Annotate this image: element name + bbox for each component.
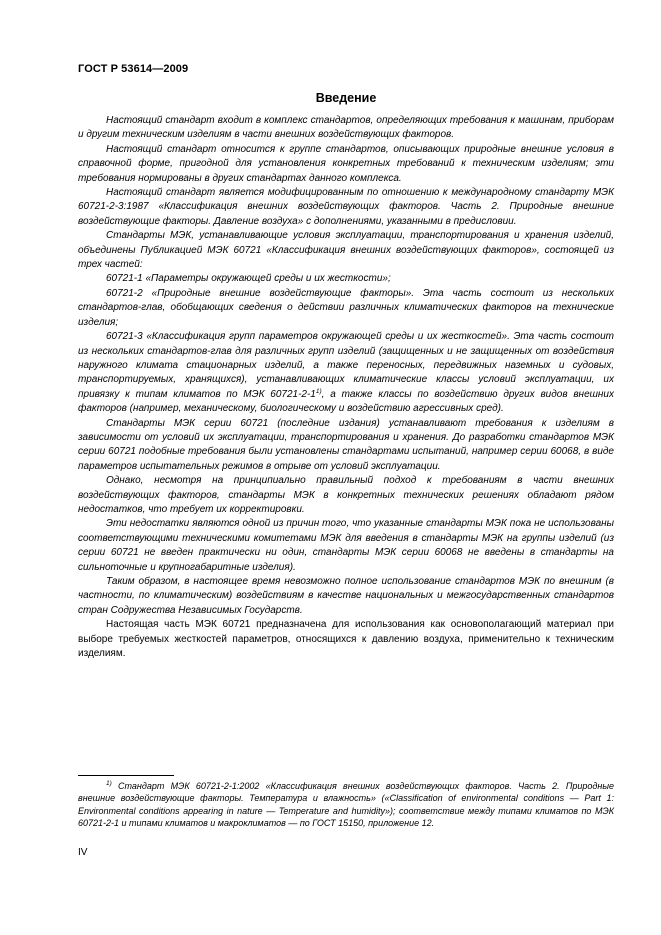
footnote-divider <box>78 775 174 776</box>
section-title: Введение <box>315 91 377 105</box>
paragraph-text: , а также классы по воздействию других видов внешних факторов (например, механическому, биологическому и воздействию агрессивных сред). <box>78 388 614 415</box>
paragraph: Эти недостатки являются одной из причин того, что указанные стандарты МЭК пока не использованы соответствующими техническими комитетами МЭК для введения в стандарты МЭК на группы изделий (из серии 60721 не введен практически ни один, стандарты МЭК серии 60068 не введены в стандарты на сильноточные и крупногабаритные изделия). <box>78 518 614 573</box>
paragraph: Таким образом, в настоящее время невозможно полное использование стандартов МЭК по внешним (в частности, по климатическим) воздействиям в качестве национальных и межгосударственных стандартов стран Содружества Независимых Государств. <box>78 576 614 616</box>
paragraph: 60721-1 «Параметры окружающей среды и их жесткости»; <box>106 273 391 285</box>
paragraph: Настоящая часть МЭК 60721 предназначена для использования как основополагающий материал при выборе требуемых жесткостей параметров, относящихся к давлению воздуха, применительно к техническим изделиям. <box>78 619 614 660</box>
footnote-marker: 1) <box>106 780 112 787</box>
document-header-id: ГОСТ Р 53614—2009 <box>78 63 189 75</box>
section-body <box>78 114 614 661</box>
paragraph: Стандарты МЭК, устанавливающие условия эксплуатации, транспортирования и хранения изделий, объединены Публикацией МЭК 60721 «Классификация внешних воздействующих факторов», состоящей из трех частей: <box>78 230 614 271</box>
paragraph: Настоящий стандарт входит в комплекс стандартов, определяющих требования к машинам, приборам и другим техническим изделиям в части внешних воздействующих факторов. <box>78 115 614 141</box>
footnote-text: Стандарт МЭК 60721-2-1:2002 «Классификация внешних воздействующих факторов. Часть 2. Природные внешние воздействующие факторы. Температура и влажность» («Classification of environmental conditions — Part 1: Environmental conditions appearing in nature — Temperature and humidity»); соответствие между типами климатов по МЭК 60721-2-1 и типами климатов и макроклиматов — по ГОСТ 15150, приложение 12. <box>78 781 614 829</box>
footnote <box>78 780 614 830</box>
paragraph-text: 60721-3 «Классификация групп параметров окружающей среды и их жесткостей». Эта часть состоит из нескольких стандартов-глав для различных групп изделий (защищенных и не защищенных от воздействия наружного климата стационарных изделий, а также переносных, передвижных наземных и судовых, транспортируемых, хранящихся), устанавливающих климатические классы условий эксплуатации, их привязку к типам климатов по МЭК 60721-2-1 <box>78 331 614 400</box>
paragraph: Настоящий стандарт является модифицированным по отношению к международному стандарту МЭК 60721-2-3:1987 «Классификация внешних воздействующих факторов. Часть 2. Природные внешние воздействующие факторы. Давление воздуха» с дополнениями, указанными в предисловии. <box>78 187 614 227</box>
paragraph: Настоящий стандарт относится к группе стандартов, описывающих природные внешние условия в справочной форме, пригодной для установления конкретных требований к техническим изделиям; эти требования нормированы в других стандартах данного комплекса. <box>78 143 614 184</box>
page-number: IV <box>78 847 88 858</box>
paragraph: Стандарты МЭК серии 60721 (последние издания) устанавливают требования к изделиям в зависимости от условий их эксплуатации, транспортирования и хранения. До разработки стандартов МЭК серии 60721 подобные требования были установлены стандартами испытаний, например серии 60068, в виде параметров испытательных режимов в отрыве от условий эксплуатации. <box>78 417 614 472</box>
paragraph: Однако, несмотря на принципиально правильный подход к требованиям в части внешних воздействующих факторов, стандарты МЭК в конкретных технических решениях обладают рядом недостатков, что требует их корректировки. <box>78 475 614 515</box>
paragraph: 60721-2 «Природные внешние воздействующие факторы». Эта часть состоит из нескольких стандартов-глав, обобщающих сведения о действии различных климатических факторов на технические изделия; <box>78 287 614 328</box>
footnote-reference: 1) <box>315 387 322 395</box>
paragraph <box>78 330 614 416</box>
